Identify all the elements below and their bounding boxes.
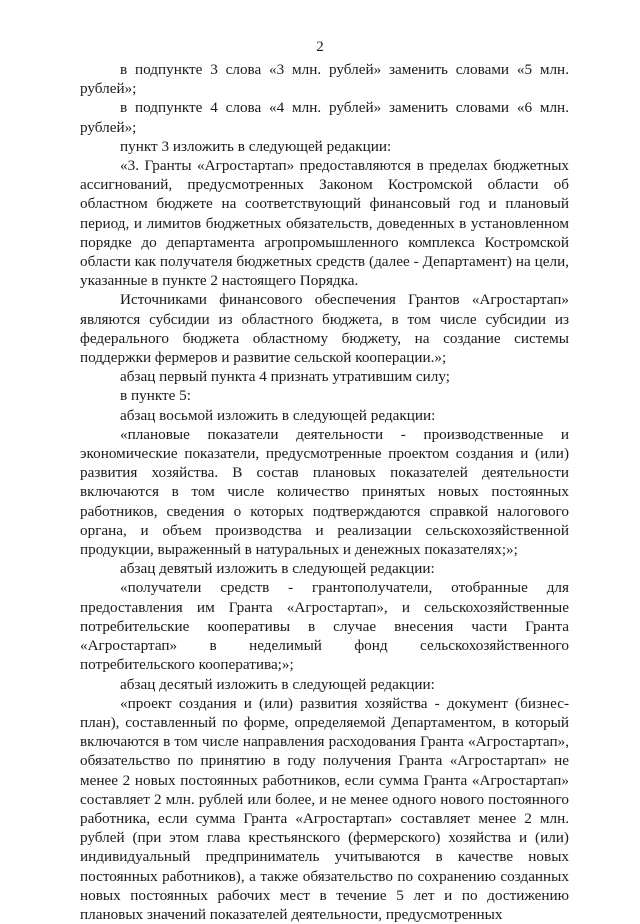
paragraph: в подпункте 3 слова «3 млн. рублей» заменить словами «5 млн. рублей»; [80,61,569,98]
paragraph: в пункте 5: [120,387,191,405]
paragraph: абзац первый пункта 4 признать утратившим силу; [120,368,450,386]
paragraph: абзац восьмой изложить в следующей редакции: [120,406,436,424]
document-body [80,60,569,924]
paragraph: Источниками финансового обеспечения Грантов «Агростартап» являются субсидии из областного бюджета, в том числе субсидии из федерального бюджета областному бюджету, на создание системы поддержки фермеров и развитие сельской кооперации.»; [80,291,569,367]
paragraph: «получатели средств - грантополучатели, отобранные для предоставления им Гранта «Агростартап», и сельскохозяйственные потребительские кооперативы в случае внесения части Гранта «Агростартап» в неделимый фонд сельскохозяйственного потребительского кооператива;»; [80,579,569,674]
paragraph: в подпункте 4 слова «4 млн. рублей» заменить словами «6 млн. рублей»; [80,99,569,136]
paragraph: «проект создания и (или) развития хозяйства - документ (бизнес-план), составленный по форме, определяемой Департаментом, в который включаются в том числе направления расходования Гранта «Агростартап», обязательство по принятию в году получения Гранта «Агростартап» не менее 2 новых постоянных работников, если сумма Гранта «Агростартап» составляет 2 млн. рублей или более, и не менее одного нового постоянного работника, если сумма Гранта «Агростартап» составляет менее 2 млн. рублей (при этом глава крестьянского (фермерского) хозяйства и (или) индивидуальный предприниматель учитываются в качестве новых постоянных работников), а также обязательство по сохранению созданных новых постоянных рабочих мест в течение 5 лет и по достижению плановых значений показателей деятельности, предусмотренных [80,694,569,923]
paragraph: «плановые показатели деятельности - производственные и экономические показатели, предусмотренные проектом создания и (или) развития хозяйства. В состав плановых показателей деятельности включаются в том числе количество принятых новых постоянных работников, сведения о которых подтверждаются справкой налогового органа, и объем производства и реализации сельскохозяйственной продукции, выраженный в натуральных и денежных показателях;»; [80,425,569,559]
paragraph: абзац десятый изложить в следующей редакции: [120,675,435,693]
paragraph: абзац девятый изложить в следующей редакции: [120,560,435,578]
paragraph: пункт 3 изложить в следующей редакции: [120,137,392,155]
page-number: 2 [316,39,324,55]
paragraph: «3. Гранты «Агростартап» предоставляются в пределах бюджетных ассигнований, предусмотренных Законом Костромской области об областном бюджете на соответствующий финансовый год и плановый период, и лимитов бюджетных обязательств, доведенных в установленном порядке до департамента агропромышленного комплекса Костромской области как получателя бюджетных средств (далее - Департамент) на цели, указанные в пункте 2 настоящего Порядка. [80,157,569,290]
